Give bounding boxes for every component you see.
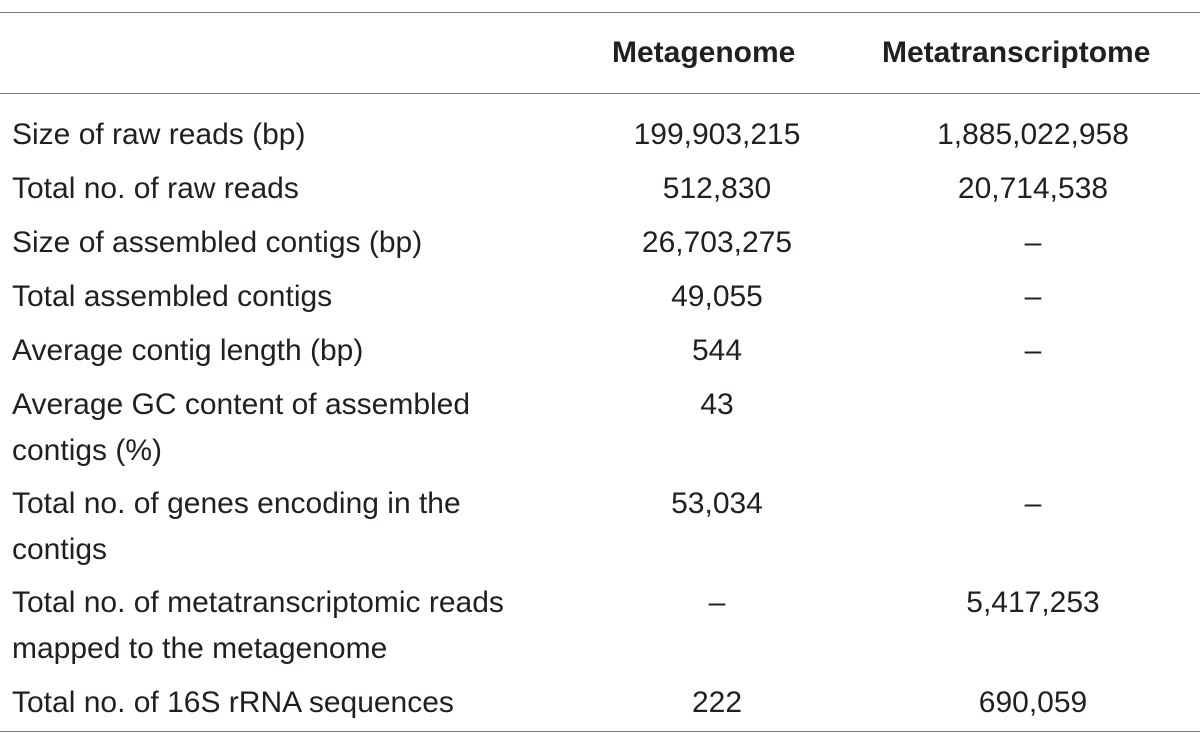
metatranscriptome-value: –	[1024, 280, 1042, 313]
metatranscriptome-value: –	[1024, 226, 1042, 259]
row-label: Size of assembled contigs (bp)	[12, 226, 423, 259]
metatranscriptome-value: 5,417,253	[966, 586, 1100, 619]
metagenome-value: 512,830	[662, 172, 772, 205]
metagenome-value: 544	[691, 334, 743, 367]
row-label: Total no. of metatranscriptomic reads mapped to the metagenome	[12, 586, 504, 665]
header-metagenome: Metagenome	[612, 36, 796, 69]
metatranscriptome-value: 1,885,022,958	[937, 118, 1129, 151]
metagenome-value: –	[708, 586, 726, 619]
row-label: Total no. of raw reads	[12, 172, 299, 205]
row-label: Size of raw reads (bp)	[12, 118, 306, 151]
metagenome-value: 53,034	[671, 487, 763, 520]
header-rule	[0, 93, 1200, 94]
row-label: Average GC content of assembled contigs (%)	[12, 388, 471, 467]
metagenome-value: 26,703,275	[641, 226, 793, 259]
metagenome-value: 49,055	[671, 280, 763, 313]
top-rule	[0, 12, 1200, 13]
metagenome-value: 199,903,215	[633, 118, 801, 151]
metatranscriptome-value: 690,059	[978, 686, 1088, 719]
row-label: Total assembled contigs	[12, 280, 333, 313]
header-metatranscriptome: Metatranscriptome	[882, 36, 1151, 69]
bottom-rule	[0, 731, 1200, 732]
row-label: Average contig length (bp)	[12, 334, 364, 367]
metatranscriptome-value: –	[1024, 334, 1042, 367]
metagenome-value: 43	[700, 388, 734, 421]
row-label: Total no. of genes encoding in the contigs	[12, 487, 461, 566]
metagenome-value: 222	[691, 686, 743, 719]
row-label: Total no. of 16S rRNA sequences	[12, 686, 454, 719]
metatranscriptome-value: 20,714,538	[957, 172, 1109, 205]
metatranscriptome-value: –	[1024, 487, 1042, 520]
